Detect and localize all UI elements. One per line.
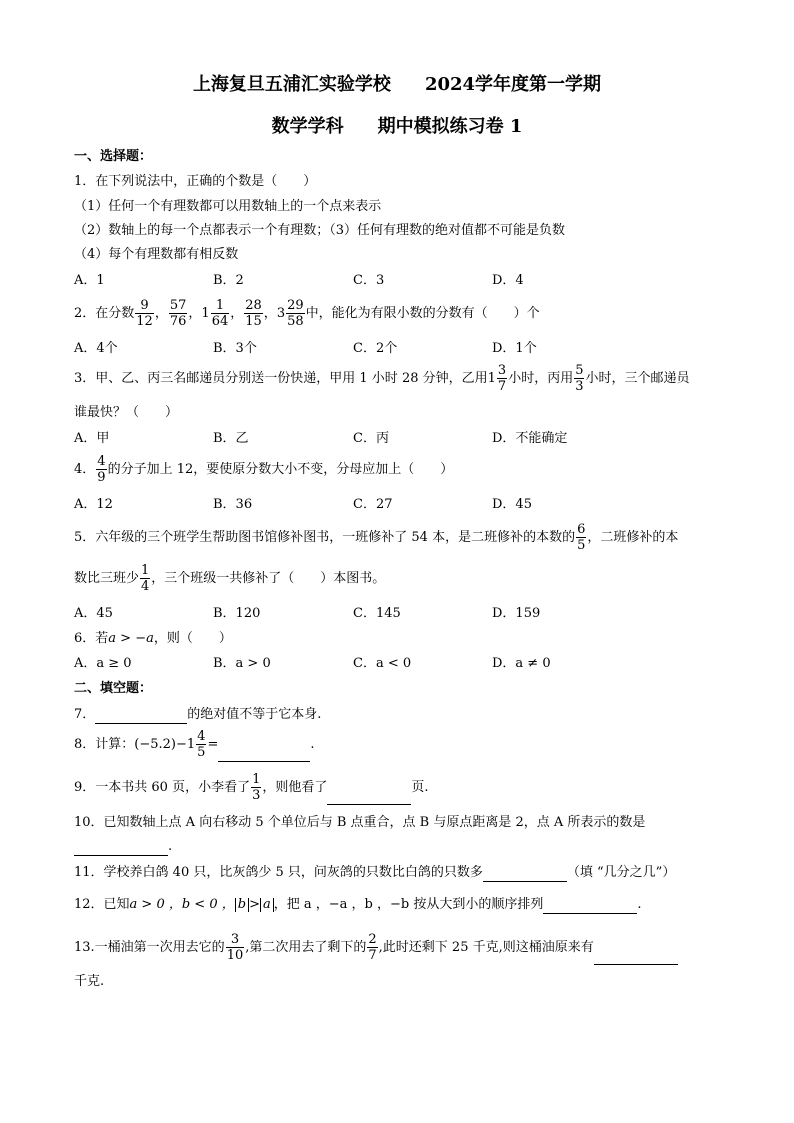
q1-option-a[interactable]: A．1 bbox=[74, 273, 105, 288]
q1-statement-4: （4）每个有理数都有相反数 bbox=[74, 247, 239, 262]
q4-option-d[interactable]: D．45 bbox=[492, 497, 532, 512]
q3-options bbox=[74, 430, 714, 448]
fraction: $\frac{1}{4}$ bbox=[141, 563, 150, 594]
q8-stem: 8．计算：(−5.2)−1 $\frac{4}{5}$ = . bbox=[74, 729, 315, 760]
q2-option-b[interactable]: B．3个 bbox=[213, 341, 257, 356]
q4-options bbox=[74, 496, 714, 514]
q1-options bbox=[74, 272, 714, 290]
q4-stem: 4． $\frac{4}{9}$ 的分子加上 12，要使原分数大小不变，分母应加上（ ） bbox=[74, 454, 454, 485]
q6-stem: 6．若a > −a，则（ ） bbox=[74, 631, 232, 646]
q10-answer-blank[interactable] bbox=[74, 841, 168, 856]
q4-option-b[interactable]: B．36 bbox=[213, 497, 253, 512]
section-choice-heading: 一、选择题： bbox=[74, 149, 153, 164]
q2-option-c[interactable]: C．2个 bbox=[353, 341, 398, 356]
fraction: $\frac{2}{7}$ bbox=[368, 932, 377, 963]
q2-options bbox=[74, 340, 714, 358]
q1-statement-1: （1）任何一个有理数都可以用数轴上的一个点来表示 bbox=[74, 199, 382, 214]
section-fill-heading: 二、填空题： bbox=[74, 681, 153, 696]
q10-stem: 10．已知数轴上点 A 向右移动 5 个单位后与 B 点重合，点 B 与原点距离是 2，点 A 所表示的数是 bbox=[74, 815, 646, 830]
q1-stem: 1．在下列说法中，正确的个数是（ ） bbox=[74, 174, 317, 189]
fraction: $\frac{29}{58}$ bbox=[287, 298, 304, 329]
fraction: $\frac{28}{15}$ bbox=[245, 298, 262, 329]
q1-option-d[interactable]: D．4 bbox=[492, 273, 524, 288]
q4-option-a[interactable]: A．12 bbox=[74, 497, 113, 512]
q13-stem-line-2: 千克. bbox=[74, 974, 105, 989]
q3-stem: 3．甲、乙、丙三名邮递员分别送一份快递，甲用 1 小时 28 分钟，乙用1 $\frac{3}{7}$ 小时，丙用 $\frac{5}{3}$ 小时，三个邮递员 bbox=[74, 363, 690, 394]
q9-stem: 9．一本书共 60 页，小李看了 $\frac{1}{3}$ ，则他看了 页. bbox=[74, 772, 429, 803]
q6-option-c[interactable]: C．a < 0 bbox=[353, 656, 412, 671]
fraction: $\frac{4}{5}$ bbox=[197, 729, 206, 760]
q7-stem: 7． 的绝对值不等于它本身. bbox=[74, 707, 322, 722]
q3-option-a[interactable]: A．甲 bbox=[74, 431, 110, 446]
fraction: $\frac{1}{64}$ bbox=[211, 298, 229, 329]
q5-option-b[interactable]: B．120 bbox=[213, 606, 261, 621]
q3-option-c[interactable]: C．丙 bbox=[353, 431, 389, 446]
fraction: $\frac{6}{5}$ bbox=[577, 522, 586, 553]
q7-answer-blank[interactable] bbox=[95, 709, 187, 724]
title-line-1 bbox=[0, 70, 794, 96]
q6-options bbox=[74, 655, 714, 673]
q1-statement-2-3: （2）数轴上的每一个点都表示一个有理数；（3）任何有理数的绝对值都不可能是负数 bbox=[74, 223, 566, 238]
q1-option-b[interactable]: B．2 bbox=[213, 273, 244, 288]
q4-option-c[interactable]: C．27 bbox=[353, 497, 393, 512]
q12-answer-blank[interactable] bbox=[543, 899, 637, 914]
q5-options bbox=[74, 605, 714, 623]
q9-answer-blank[interactable] bbox=[327, 790, 411, 805]
semester: 2024学年度第一学期 bbox=[424, 74, 602, 95]
subject: 数学学科 bbox=[271, 116, 344, 137]
fraction: $\frac{9}{12}$ bbox=[136, 298, 153, 329]
q5-option-c[interactable]: C．145 bbox=[353, 606, 401, 621]
q3-option-b[interactable]: B．乙 bbox=[213, 431, 249, 446]
fraction: $\frac{1}{3}$ bbox=[252, 772, 261, 803]
q12-stem: 12．已知a > 0 ，b < 0 ， b > a ，把 a ，−a ，b ，−b 按从大到小的顺序排列 . bbox=[74, 897, 642, 912]
fraction: $\frac{3}{7}$ bbox=[497, 363, 507, 394]
q13-answer-blank[interactable] bbox=[594, 950, 678, 965]
fraction: $\frac{4}{9}$ bbox=[97, 454, 106, 485]
q2-option-a[interactable]: A．4个 bbox=[74, 341, 118, 356]
fraction: $\frac{57}{76}$ bbox=[169, 298, 187, 329]
q3-option-d[interactable]: D．不能确定 bbox=[492, 431, 568, 446]
q5-option-a[interactable]: A．45 bbox=[74, 606, 113, 621]
q5-stem: 5．六年级的三个班学生帮助图书馆修补图书，一班修补了 54 本，是二班修补的本数的 $\frac{6}{5}$ ，二班修补的本 bbox=[74, 522, 679, 553]
q2-option-d[interactable]: D．1个 bbox=[492, 341, 537, 356]
fraction: $\frac{5}{3}$ bbox=[575, 363, 584, 394]
q1-option-c[interactable]: C．3 bbox=[353, 273, 385, 288]
q6-option-b[interactable]: B．a > 0 bbox=[213, 656, 271, 671]
q6-option-d[interactable]: D．a ≠ 0 bbox=[492, 656, 551, 671]
q5-stem-line-2: 数比三班少 $\frac{1}{4}$ ，三个班级一共修补了（ ）本图书。 bbox=[74, 563, 386, 594]
q5-option-d[interactable]: D．159 bbox=[492, 606, 541, 621]
q3-stem-line-2: 谁最快？（ ） bbox=[74, 405, 179, 420]
q8-answer-blank[interactable] bbox=[218, 747, 310, 762]
school-name: 上海复旦五浦汇实验学校 bbox=[192, 74, 391, 95]
q6-option-a[interactable]: A．a ≥ 0 bbox=[74, 656, 132, 671]
title-line-2 bbox=[0, 112, 794, 138]
fraction: $\frac{3}{10}$ bbox=[226, 932, 244, 963]
exam-name: 期中模拟练习卷 1 bbox=[377, 116, 523, 137]
q10-blank-line: . bbox=[74, 838, 734, 856]
q11-stem: 11．学校养白鸽 40 只，比灰鸽少 5 只，问灰鸽的只数比白鸽的只数多 （填 “几分之几”） bbox=[74, 865, 676, 880]
q13-stem: 13.一桶油第一次用去它的 $\frac{3}{10}$ ,第二次用去了剩下的 $\frac{2}{7}$ ,此时还剩下 25 千克,则这桶油原来有 bbox=[74, 931, 734, 965]
q2-stem: 2．在分数 $\frac{9}{12}$ ， $\frac{57}{76}$ ，1 $\frac{1}{64}$ ， $\frac{28}{15}$ ，3 $\frac{29}{58}$ 中，能化为有限小数的分数有（ ）个 bbox=[74, 298, 540, 329]
q11-answer-blank[interactable] bbox=[483, 867, 567, 882]
